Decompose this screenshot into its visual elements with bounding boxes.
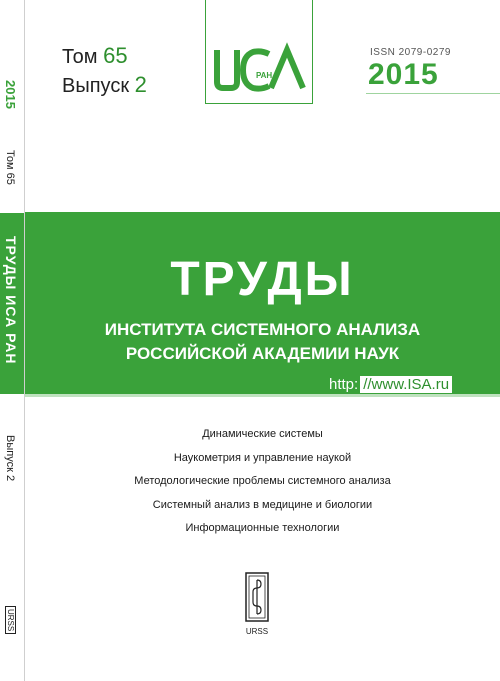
spine-volume: Том 65 <box>4 150 16 185</box>
journal-title: ТРУДЫ <box>170 253 355 306</box>
website-link[interactable]: //www.ISA.ru <box>360 376 452 393</box>
topic-item: Методологические проблемы системного анализа <box>134 475 391 487</box>
topic-item: Динамические системы <box>202 428 323 440</box>
subtitle-line-2: РОССИЙСКОЙ АКАДЕМИИ НАУК <box>125 344 400 363</box>
year-underline <box>366 93 500 94</box>
issue-label <box>62 72 147 98</box>
urss-emblem-icon <box>245 572 269 622</box>
volume-label-text: Том <box>62 46 98 68</box>
spine-title: ТРУДЫ ИСА РАН <box>3 236 19 365</box>
topic-item: Наукометрия и управление наукой <box>173 451 352 464</box>
spine-publisher: URSS <box>5 606 16 634</box>
website <box>329 376 452 393</box>
spine-issue: Выпуск 2 <box>4 435 16 482</box>
publisher-label: URSS <box>245 627 269 636</box>
isa-logo-icon <box>209 42 309 94</box>
issue-number: 2 <box>134 72 147 97</box>
topic-item: Системный анализ в медицине и биологии <box>152 498 373 511</box>
subtitle-line-1: ИНСТИТУТА СИСТЕМНОГО АНАЛИЗА <box>104 320 421 339</box>
title-band-stripe <box>25 394 500 397</box>
topic-item: Информационные технологии <box>185 522 340 534</box>
volume-label <box>62 43 128 69</box>
logo-sub-text: РАН <box>256 71 273 80</box>
website-prefix: http: <box>329 376 359 393</box>
issue-label-text: Выпуск <box>62 75 130 97</box>
topics-list <box>25 427 500 545</box>
spine-year: 2015 <box>3 80 18 109</box>
volume-number: 65 <box>103 43 128 68</box>
issn: ISSN 2079-0279 <box>370 47 451 58</box>
year: 2015 <box>368 58 439 91</box>
